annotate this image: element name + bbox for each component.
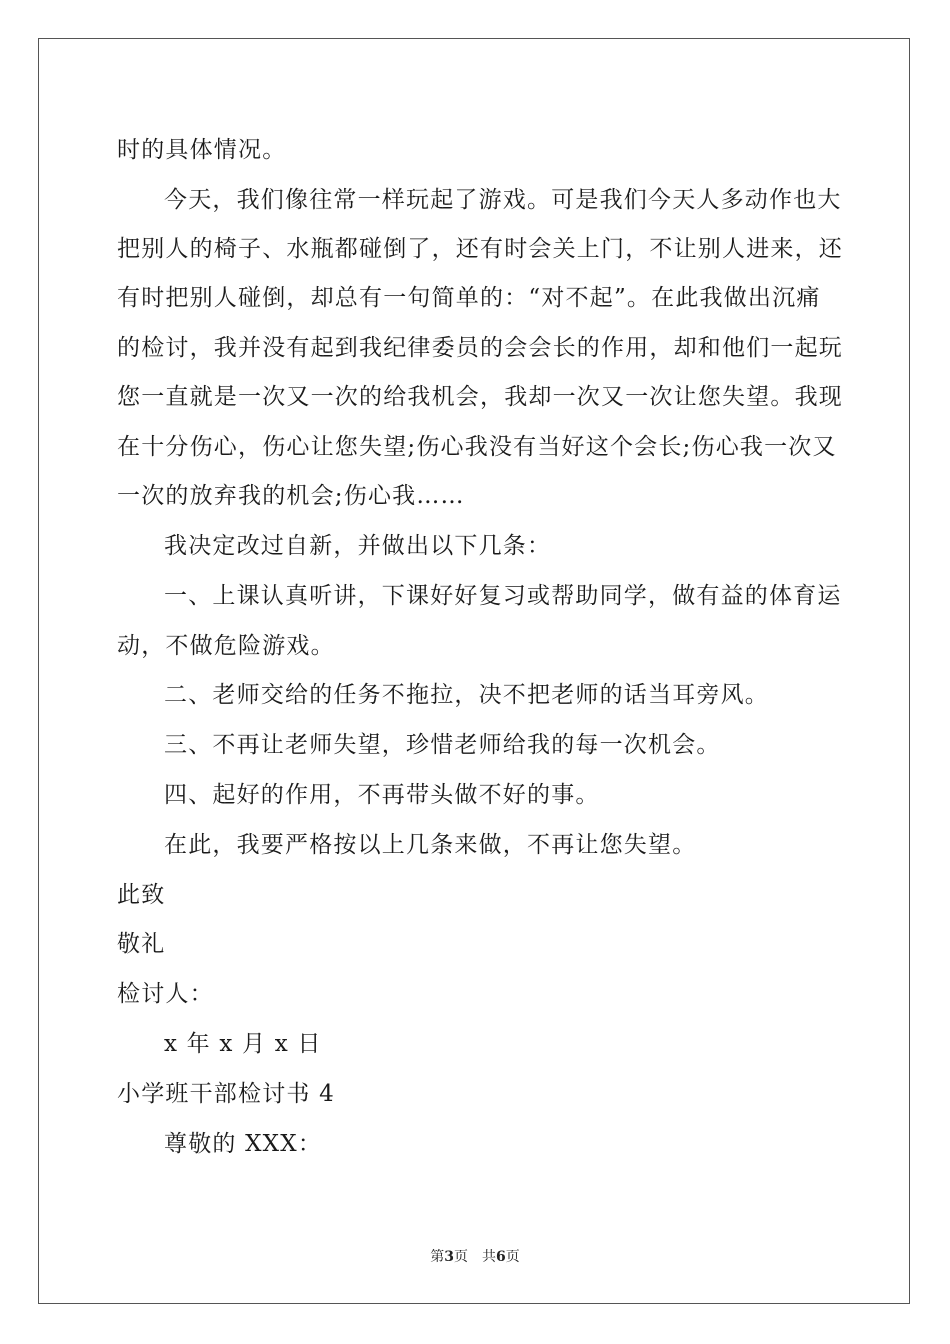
date-line: x 年 x 月 x 日 bbox=[164, 1031, 322, 1057]
section-title: 小学班干部检讨书 4 bbox=[117, 1081, 335, 1107]
closing-regards: 敬礼 bbox=[117, 931, 166, 957]
footer-suffix: 页 bbox=[505, 1249, 520, 1265]
list-item: 三、不再让老师失望，珍惜老师给我的每一次机会。 bbox=[164, 732, 721, 758]
list-item: 一、上课认真听讲，下课好好复习或帮助同学，做有益的体育运 bbox=[164, 583, 842, 609]
paragraph-line: 有时把别人碰倒，却总有一句简单的：“对不起”。在此我做出沉痛 bbox=[117, 285, 821, 311]
paragraph-line: 一次的放弃我的机会;伤心我…… bbox=[117, 483, 465, 509]
paragraph-line: 把别人的椅子、水瓶都碰倒了，还有时会关上门，不让别人进来，还 bbox=[117, 236, 843, 262]
list-item: 四、起好的作用，不再带头做不好的事。 bbox=[164, 782, 600, 808]
closing-salutation: 此致 bbox=[117, 882, 166, 908]
paragraph-line: 您一直就是一次又一次的给我机会，我却一次又一次让您失望。我现 bbox=[117, 384, 843, 410]
list-item: 二、老师交给的任务不拖拉，决不把老师的话当耳旁风。 bbox=[164, 682, 769, 708]
paragraph-line: 今天，我们像往常一样玩起了游戏。可是我们今天人多动作也大 bbox=[164, 187, 842, 213]
paragraph-line: 时的具体情况。 bbox=[117, 137, 287, 163]
page-number-footer bbox=[0, 1248, 950, 1266]
paragraph-line: 在十分伤心，伤心让您失望;伤心我没有当好这个会长;伤心我一次又 bbox=[117, 434, 837, 460]
page-border bbox=[38, 38, 910, 1304]
list-item-continuation: 动，不做危险游戏。 bbox=[117, 633, 335, 659]
current-page-number: 3 bbox=[444, 1249, 454, 1265]
paragraph-line: 在此，我要严格按以上几条来做，不再让您失望。 bbox=[164, 832, 697, 858]
signature-label: 检讨人： bbox=[117, 981, 214, 1007]
greeting-line: 尊敬的 XXX： bbox=[164, 1131, 323, 1157]
footer-mid: 页 共 bbox=[454, 1249, 496, 1265]
paragraph-line: 的检讨，我并没有起到我纪律委员的会会长的作用，却和他们一起玩 bbox=[117, 335, 843, 361]
total-page-number: 6 bbox=[496, 1249, 506, 1265]
footer-prefix: 第 bbox=[430, 1249, 445, 1265]
paragraph-line: 我决定改过自新，并做出以下几条： bbox=[164, 533, 552, 559]
